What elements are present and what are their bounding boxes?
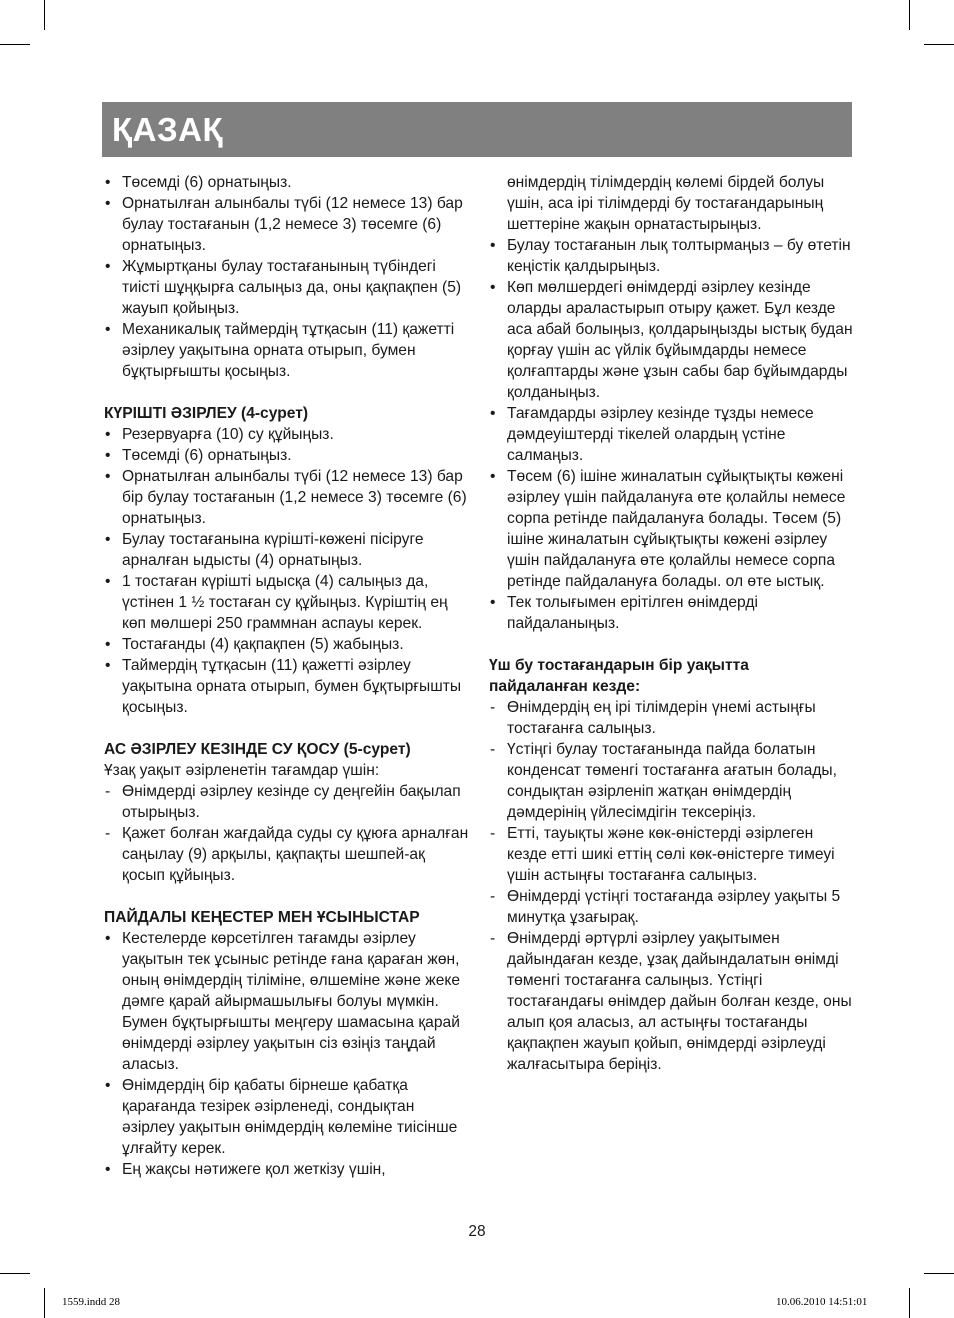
list-item: • Тостағанды (4) қақпақпен (5) жабыңыз. xyxy=(105,636,404,653)
crop-mark xyxy=(909,0,910,30)
list-item: - Үстіңгі булау тостағанында пайда болатын конденсат төменгі тостағанға ағатын болады, сондықтан әзірленіп жатқан өнімдердің дәмдерінің үйлесімдігін тексеріңіз. xyxy=(490,741,837,821)
list-item: - Өнімдерді әзірлеу кезінде су деңгейін бақылап отырыңыз. xyxy=(105,783,461,821)
list-item: • Ең жақсы нәтижеге қол жеткізу үшін, xyxy=(105,1161,386,1178)
three-bowls-heading: Үш бу тостағандарын бір уақытта пайдаланған кезде: xyxy=(489,657,749,695)
list-item: - Өнімдерді үстіңгі тостағанда әзірлеу уақыты 5 минутқа ұзағырақ. xyxy=(490,888,841,926)
rice-heading: КҮРІШТІ ӘЗІРЛЕУ (4-сурет) xyxy=(104,405,309,422)
list-item: • 1 тостаған күрішті ыдысқа (4) салыңыз да, үстінен 1 ½ тостаған су құйыңыз. Күріштің ең көп мөлшері 250 граммнан аспауы керек. xyxy=(105,573,448,632)
list-item: • Орнатылған алынбалы түбі (12 немесе 13) бар булау тостағанын (1,2 немесе 3) төсемге (6) орнатыңыз. xyxy=(105,195,463,254)
list-item: • Тағамдарды әзірлеу кезінде тұзды немесе дәмдеуіштерді тікелей олардың үстіне салмаңыз. xyxy=(490,405,814,464)
list-item: - Өнімдерді әртүрлі әзірлеу уақытымен дайындаған кезде, ұзақ дайындалатын өнімді төменгі тостағанға салыңыз. Үстіңгі тостағандағы өнімдер дайын болған кезде, оны алып қоя аласыз, ал астыңғы тостағанды қақпақпен жауып қойып, өнімдерді әзірлеуді жалғасытыра беріңіз. xyxy=(490,930,852,1073)
list-item: • Булау тостағанын лық толтырмаңыз – бу өтетін кеңістік қалдырыңыз. xyxy=(490,237,851,275)
water-intro: Ұзақ уақыт әзірленетін тағамдар үшін: xyxy=(104,762,380,779)
list-item: • Төсемді (6) орнатыңыз. xyxy=(105,447,292,464)
tips-heading: ПАЙДАЛЫ КЕҢЕСТЕР МЕН ҰСЫНЫСТАР xyxy=(104,909,420,926)
list-item: • Тек толығымен ерітілген өнімдерді пайдаланыңыз. xyxy=(490,594,758,632)
water-heading: АС ӘЗІРЛЕУ КЕЗІНДЕ СУ ҚОСУ (5-сурет) xyxy=(104,741,411,758)
list-item: - Қажет болған жағдайда суды су құюға арналған саңылау (9) арқылы, қақпақты шешпей-ақ қосып құйыңыз. xyxy=(105,825,469,884)
crop-mark xyxy=(0,1273,30,1274)
tips-bullet-list xyxy=(104,928,470,1180)
list-item: • Өнімдердің бір қабаты бірнеше қабатқа қарағанда тезірек әзірленеді, сондықтан әзірлеу уақытын өнімдердің көлеміне тиісінше ұлғайту керек. xyxy=(105,1077,458,1157)
tips-bullet-list-continued xyxy=(489,235,855,634)
list-item: • Төсемді (6) орнатыңыз. xyxy=(105,174,292,191)
list-item: • Төсем (6) ішіне жиналатын сұйықтықты көжені әзірлеу үшін пайдалануға өте қолайлы немесе сорпа ретінде пайдалануға болады. Төсем (5) ішіне жиналатын сұйықтықты көжені әзірлеу үшін пайдалануға өте қолайлы немесе сорпа ретінде пайдалануға болады. ол өте ыстық. xyxy=(490,468,846,590)
crop-mark xyxy=(0,44,30,45)
list-item: • Резервуарға (10) су құйыңыз. xyxy=(105,426,334,443)
list-item: • Жұмыртқаны булау тостағанының түбіндегі тиісті шұңқырға салыңыз да, оны қақпақпен (5) жауып қойыңыз. xyxy=(105,258,462,317)
crop-mark xyxy=(924,1273,954,1274)
section-title: ҚАЗАҚ xyxy=(112,111,224,148)
three-bowls-dash-list xyxy=(489,697,855,1075)
file-info: 1559.indd 28 xyxy=(62,1296,121,1308)
left-column xyxy=(104,172,470,1180)
list-item: - Өнімдердің ең ірі тілімдерін үнемі астыңғы тостағанға салыңыз. xyxy=(490,699,816,737)
list-item: • Таймердің тұтқасын (11) қажетті әзірлеу уақытына орната отырып, бумен бұқтырғышты қосыңыз. xyxy=(105,657,462,716)
list-item: • Орнатылған алынбалы түбі (12 немесе 13) бар бір булау тостағанын (1,2 немесе 3) төсемге (6) орнатыңыз. xyxy=(105,468,467,527)
right-column xyxy=(489,172,855,1075)
section-header-bar xyxy=(102,102,852,157)
list-item: • Механикалық таймердің тұтқасын (11) қажетті әзірлеу уақытына орната отырып, бумен бұқтырғышты қосыңыз. xyxy=(105,321,455,380)
continuation-text: өнімдердің тілімдердің көлемі бірдей болуы үшін, аса ірі тілімдерді бу тостағандарының шеттеріне жақын орнатастырыңыз. xyxy=(507,174,825,233)
crop-mark xyxy=(909,1288,910,1318)
intro-bullet-list xyxy=(104,172,470,382)
page-number: 28 xyxy=(468,1223,486,1240)
rice-bullet-list xyxy=(104,424,470,718)
list-item: • Кестелерде көрсетілген тағамды әзірлеу уақытын тек ұсыныс ретінде ғана қараған жөн, оның өнімдердің тіліміне, өлшеміне және жеке дәмге қарай айырмашылығы болуы мүмкін. Бумен бұқтырғышты меңгеру шамасына қарай өнімдерді әзірлеу уақытын сіз өзіңіз таңдай аласыз. xyxy=(105,930,461,1073)
list-item: - Етті, тауықты және көк-өністерді әзірлеген кезде етті шикі еттің сөлі көк-өністерге тимеуі үшін астыңғы тостағанға салыңыз. xyxy=(490,825,835,884)
crop-mark xyxy=(44,0,45,30)
print-timestamp: 10.06.2010 14:51:01 xyxy=(776,1296,868,1308)
water-dash-list xyxy=(104,781,470,886)
list-item: • Көп мөлшердегі өнімдерді әзірлеу кезінде оларды араластырып отыру қажет. Бұл кезде аса абай болыңыз, қолдарыңызды ыстық будан қорғау үшін ас үйлік бұйымдарды немесе қолғаптарды және ұзын сабы бар бұйымдарды қолданыңыз. xyxy=(490,279,853,401)
crop-mark xyxy=(44,1288,45,1318)
crop-mark xyxy=(924,44,954,45)
list-item: • Булау тостағанына күрішті-көжені пісіруге арналған ыдысты (4) орнатыңыз. xyxy=(105,531,424,569)
